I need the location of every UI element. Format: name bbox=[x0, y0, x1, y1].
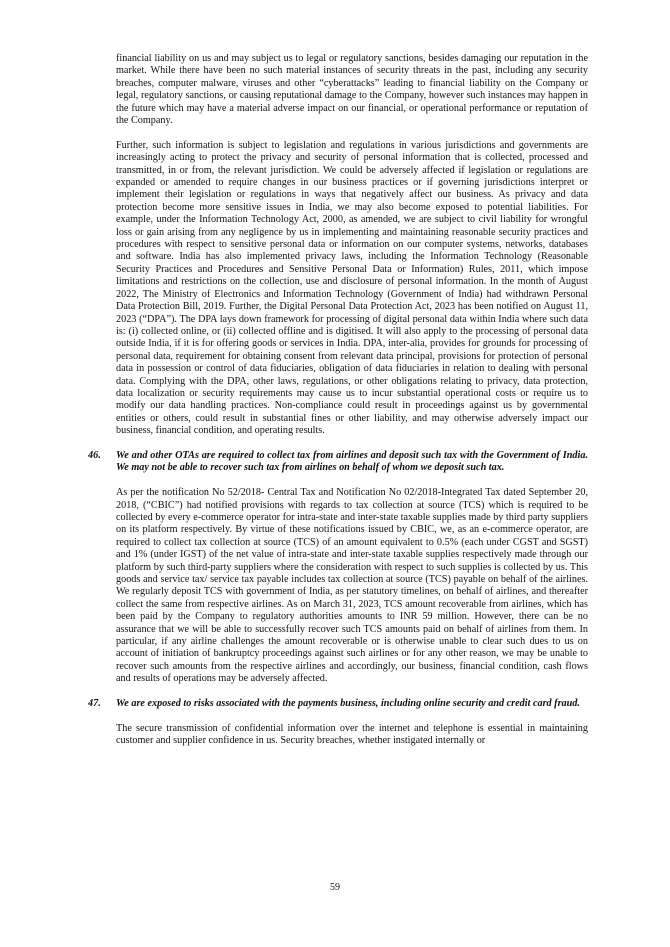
section-46-number: 46. bbox=[88, 449, 101, 461]
page-body bbox=[88, 53, 588, 760]
section-47-number: 47. bbox=[88, 698, 101, 710]
paragraph-liability: financial liability on us and may subject us to legal or regulatory sanctions, besides damaging our reputation in the market. While there have been no such material instances of security threats in the past, including any security breaches, computer malware, viruses and other “cyberattacks” leading to financial liability on the Company or legal, regulatory sanctions, or causing reputational damage to the Company, however such instances may happen in the future which may have a material adverse impact on our financial, or operational performance or reputation of the Company. bbox=[116, 53, 588, 127]
section-46-body: As per the notification No 52/2018- Central Tax and Notification No 02/2018-Integrated Tax dated September 20, 2018, (“CBIC”) had notified provisions with regards to tax collection at source (TCS) which is required to be collected by every e-commerce operator for intra-state and inter-state taxable supplies made by third party suppliers on its platform respectively. By virtue of these notifications issued by CBIC, we, as an e-commerce operator, are required to collect tax collection at source (TCS) of an amount equivalent to 0.5% (each under CGST and SGST) and 1% (under IGST) of the net value of intra-state and inter-state taxable supplies respectively made through our platform by such third-party suppliers where the consideration with respect to such supplies is collected by us. This goods and service tax/ service tax payable includes tax collection at source (TCS) payable on behalf of the airlines. We regularly deposit TCS with government of India, as per statutory timelines, on behalf of airlines, and thereafter collect the same from respective airlines. As on March 31, 2023, TCS amount recoverable from airlines, which has been paid by the Company to regulatory authorities amounts to INR 59 million. However, there can be no assurance that we will be able to successfully recover such TCS amounts paid on behalf of airlines from them. In particular, if any airline challenges the amount recoverable or is otherwise unable to clear such dues to us on account of initiation of bankruptcy proceedings against such airlines or for any other reason, we may be unable to recover such amounts from the respective airlines and accordingly, our business, financial condition, cash flows and results of operations may be adversely affected. bbox=[116, 487, 588, 685]
section-47-title: We are exposed to risks associated with the payments business, including online security and credit card fraud. bbox=[116, 698, 580, 710]
section-47-body: The secure transmission of confidential information over the internet and telephone is essential in maintaining customer and supplier confidence in us. Security breaches, whether instigated internally or bbox=[116, 722, 588, 747]
section-46-title: We and other OTAs are required to collect tax from airlines and deposit such tax with the Government of India. We may not be able to recover such tax from airlines on behalf of whom we deposit such tax. bbox=[116, 449, 588, 474]
section-47-heading bbox=[88, 698, 588, 710]
section-46-heading bbox=[88, 449, 588, 475]
page-number: 59 bbox=[330, 882, 340, 893]
paragraph-privacy-legislation: Further, such information is subject to legislation and regulations in various jurisdictions and governments are increasingly acting to protect the privacy and security of personal information that is collected, processed and transmitted, in or from, the relevant jurisdiction. We could be adversely affected if legislation or regulations are expanded or amended to require changes in our business practices or if governing jurisdictions interpret or implement their legislation or regulations in ways that negatively affect our business. As privacy and data protection become more sensitive issues in India, we may also become exposed to potential liabilities. For example, under the Information Technology Act, 2000, as amended, we are subject to civil liability for wrongful loss or gain arising from any negligence by us in implementing and maintaining reasonable security practices and procedures with respect to sensitive personal data or information on our computer systems, networks, databases and software. India has also implemented privacy laws, including the Information Technology (Reasonable Security Practices and Procedures and Sensitive Personal Data or Information) Rules, 2011, which impose limitations and restrictions on the collection, use and disclosure of personal information. In the month of August 2022, The Ministry of Electronics and Information Technology (Government of India) had withdrawn Personal Data Protection Bill, 2019. Further, the Digital Personal Data Protection Act, 2023 has been notified on August 11, 2023 (“DPA”). The DPA lays down framework for processing of digital personal data within India where such data is: (i) collected online, or (ii) collected offline and is digitised. It will also apply to the processing of personal data outside India, if it is for offering goods or services in India. DPA, inter-alia, provides for grounds for processing of personal data, requirement for obtaining consent from relevant data principal, provisions for protection of personal data in possession or control of data fiduciaries, obligation of data fiduciaries in relation to dealing with personal data. Complying with the DPA, other laws, regulations, or other obligations relating to privacy, data protection, data localization or security requirements may cause us to incur substantial operational costs or require us to modify our data handling practices. Non-compliance could result in proceedings against us by governmental entities or others, could result in substantial fines or other liability, and may otherwise adversely impact our business, financial condition, and operating results. bbox=[116, 139, 588, 437]
